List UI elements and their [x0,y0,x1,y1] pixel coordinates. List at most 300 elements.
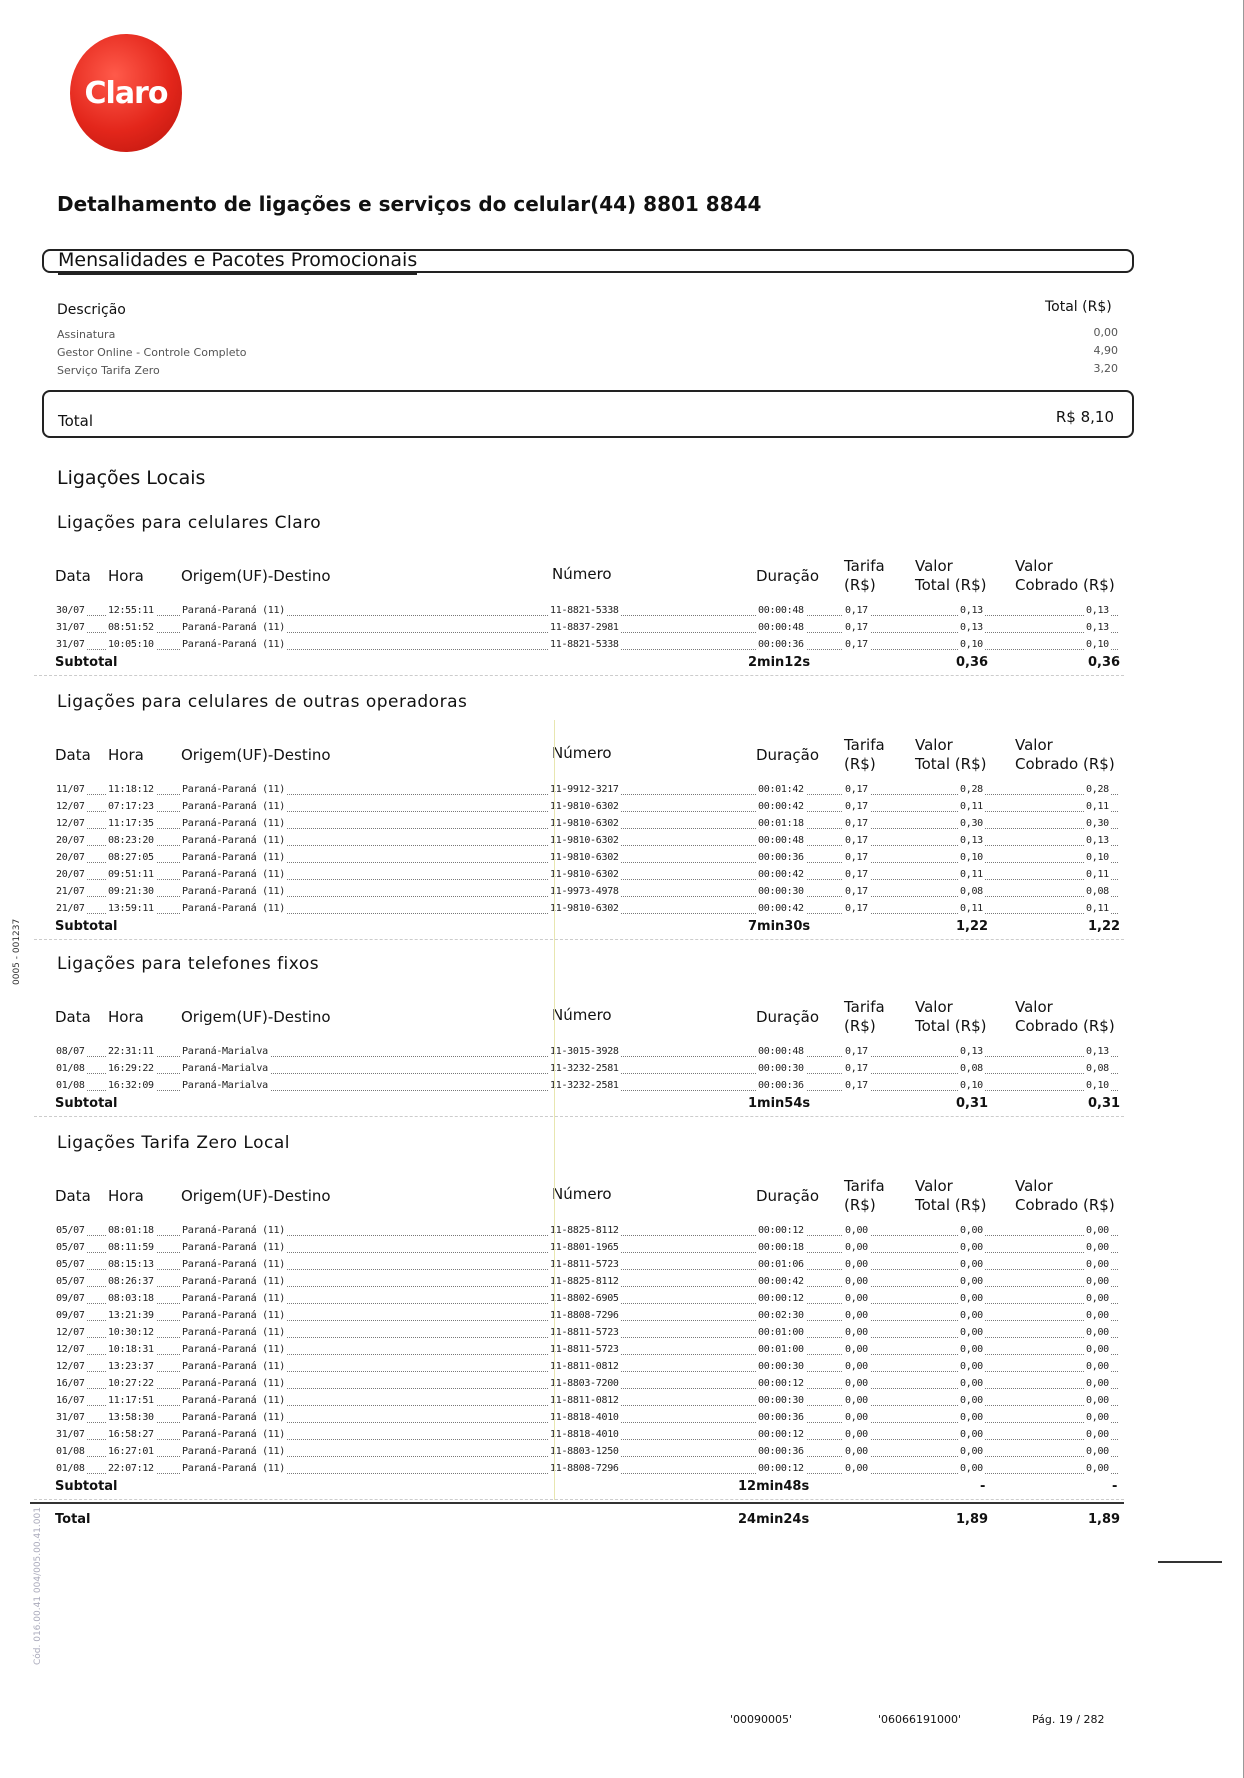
col-valor-total: Valor [915,998,953,1016]
grand-total-label: Total [55,1512,91,1527]
col-valor-total: Valor [915,557,953,575]
col-data: Data [55,1187,91,1205]
cell-valor-cobrado: 0,00 [1086,1361,1109,1372]
cell-valor-cobrado: 0,00 [1086,1378,1109,1389]
table-row [0,637,1244,654]
cell-valor-total: 0,00 [960,1225,983,1236]
cell-origem: Paraná-Paraná (11) [182,1276,285,1287]
subtotal-valor-total: 0,31 [956,1096,989,1111]
mensalidade-desc: Serviço Tarifa Zero [57,364,160,377]
cell-origem: Paraná-Paraná (11) [182,1412,285,1423]
cell-numero: 11-3015-3928 [550,1046,619,1057]
cell-duracao: 00:00:30 [758,886,804,897]
cell-duracao: 00:00:12 [758,1463,804,1474]
logo-text: Claro [84,75,168,111]
col-origem: Origem(UF)-Destino [181,746,331,764]
cell-hora: 09:51:11 [108,869,154,880]
col-origem: Origem(UF)-Destino [181,1187,331,1205]
cell-hora: 16:58:27 [108,1429,154,1440]
cell-tarifa: 0,17 [845,1080,868,1091]
cell-tarifa: 0,17 [845,903,868,914]
cell-hora: 08:03:18 [108,1293,154,1304]
cell-tarifa: 0,00 [845,1361,868,1372]
cell-duracao: 00:00:18 [758,1242,804,1253]
cell-valor-total: 0,08 [960,886,983,897]
cell-valor-total: 0,00 [960,1327,983,1338]
cell-valor-total: 0,00 [960,1310,983,1321]
cell-numero: 11-8825-8112 [550,1276,619,1287]
table-row [0,1257,1244,1274]
table-row [0,1240,1244,1257]
cell-tarifa: 0,00 [845,1225,868,1236]
cell-numero: 11-8811-0812 [550,1395,619,1406]
table-row [0,799,1244,816]
table-row [0,620,1244,637]
col-hora: Hora [108,567,144,585]
cell-duracao: 00:01:06 [758,1259,804,1270]
cell-hora: 13:58:30 [108,1412,154,1423]
table-row [0,867,1244,884]
cell-numero: 11-3232-2581 [550,1080,619,1091]
table-row [0,1359,1244,1376]
col-tarifa-unit: (R$) [844,755,876,773]
table-row [0,1274,1244,1291]
cell-numero: 11-8802-6905 [550,1293,619,1304]
cell-numero: 11-9973-4978 [550,886,619,897]
subtotal-label: Subtotal [55,919,118,934]
subtotal-label: Subtotal [55,1479,118,1494]
cell-tarifa: 0,00 [845,1327,868,1338]
cell-valor-cobrado: 0,10 [1086,852,1109,863]
grand-total-divider [30,1502,1124,1504]
cell-tarifa: 0,17 [845,1046,868,1057]
cell-origem: Paraná-Paraná (11) [182,605,285,616]
cell-data: 08/07 [56,1046,85,1057]
section-separator [34,1116,1124,1117]
col-data: Data [55,746,91,764]
scan-artifact-line [554,720,555,1500]
cell-data: 21/07 [56,903,85,914]
cell-hora: 22:07:12 [108,1463,154,1474]
cell-tarifa: 0,17 [845,835,868,846]
cell-valor-cobrado: 0,13 [1086,622,1109,633]
cell-valor-total: 0,00 [960,1463,983,1474]
table-row [0,1061,1244,1078]
cell-tarifa: 0,17 [845,1063,868,1074]
cell-data: 12/07 [56,1344,85,1355]
cell-origem: Paraná-Paraná (11) [182,886,285,897]
descricao-header: Descrição [57,302,126,318]
cell-data: 01/08 [56,1063,85,1074]
cell-duracao: 00:00:42 [758,869,804,880]
cell-origem: Paraná-Paraná (11) [182,1327,285,1338]
cell-origem: Paraná-Paraná (11) [182,869,285,880]
side-document-code: 0005 - 001237 [12,918,22,985]
cell-hora: 09:21:30 [108,886,154,897]
cell-valor-cobrado: 0,00 [1086,1395,1109,1406]
cell-numero: 11-8837-2981 [550,622,619,633]
cell-duracao: 00:00:30 [758,1361,804,1372]
cell-duracao: 00:01:42 [758,784,804,795]
cell-valor-cobrado: 0,00 [1086,1412,1109,1423]
cell-valor-cobrado: 0,10 [1086,639,1109,650]
cell-hora: 13:23:37 [108,1361,154,1372]
table-row [0,1044,1244,1061]
cell-origem: Paraná-Marialva [182,1046,268,1057]
cell-valor-total: 0,13 [960,622,983,633]
cell-numero: 11-9810-6302 [550,835,619,846]
cell-tarifa: 0,17 [845,886,868,897]
cell-data: 30/07 [56,605,85,616]
footer-code-1: '00090005' [730,1713,793,1726]
table-row [0,833,1244,850]
cell-data: 05/07 [56,1225,85,1236]
col-valor-cobrado: Valor [1015,998,1053,1016]
cell-numero: 11-8825-8112 [550,1225,619,1236]
cell-valor-total: 0,30 [960,818,983,829]
cell-numero: 11-9810-6302 [550,818,619,829]
cell-duracao: 00:00:36 [758,639,804,650]
cell-hora: 13:59:11 [108,903,154,914]
cell-valor-total: 0,10 [960,639,983,650]
cell-valor-total: 0,00 [960,1378,983,1389]
cell-tarifa: 0,17 [845,605,868,616]
total-header: Total (R$) [1045,299,1112,315]
cell-valor-cobrado: 0,00 [1086,1310,1109,1321]
cell-numero: 11-8811-5723 [550,1327,619,1338]
section-separator [34,1499,1124,1500]
subtotal-duracao: 1min54s [748,1096,811,1111]
side-faint-code: Cód. 016.00.41 004/005.00.41.001 [33,1507,43,1665]
col-tarifa: Tarifa [844,557,885,575]
cell-data: 21/07 [56,886,85,897]
cell-hora: 16:27:01 [108,1446,154,1457]
col-hora: Hora [108,1187,144,1205]
col-duracao: Duração [756,1187,820,1205]
table-row [0,1325,1244,1342]
mensalidade-value: 3,20 [1093,362,1118,375]
cell-data: 09/07 [56,1293,85,1304]
col-valor-total: Valor [915,736,953,754]
mensalidades-total-label: Total [58,412,94,430]
subtotal-row [0,1479,1244,1497]
mensalidades-total-value: R$ 8,10 [1055,408,1114,426]
cell-data: 31/07 [56,1429,85,1440]
subtotal-row [0,919,1244,937]
cell-valor-cobrado: 0,11 [1086,869,1109,880]
col-valor-cobrado: Valor [1015,1177,1053,1195]
col-valor-cobrado-unit: Cobrado (R$) [1015,1017,1115,1035]
cell-valor-total: 0,00 [960,1276,983,1287]
cell-duracao: 00:02:30 [758,1310,804,1321]
cell-valor-cobrado: 0,28 [1086,784,1109,795]
table-row [0,782,1244,799]
table-row [0,1376,1244,1393]
cell-valor-total: 0,00 [960,1429,983,1440]
cell-valor-cobrado: 0,30 [1086,818,1109,829]
cell-hora: 08:51:52 [108,622,154,633]
cell-valor-cobrado: 0,00 [1086,1327,1109,1338]
subtotal-duracao: 12min48s [738,1479,810,1494]
col-tarifa-unit: (R$) [844,1196,876,1214]
col-origem: Origem(UF)-Destino [181,567,331,585]
col-valor-cobrado-unit: Cobrado (R$) [1015,755,1115,773]
cell-tarifa: 0,00 [845,1259,868,1270]
grand-total-cobrado: 1,89 [1088,1512,1121,1527]
cell-data: 11/07 [56,784,85,795]
cell-origem: Paraná-Paraná (11) [182,818,285,829]
cell-origem: Paraná-Paraná (11) [182,801,285,812]
subtotal-valor-cobrado: 0,31 [1088,1096,1121,1111]
cell-tarifa: 0,00 [845,1463,868,1474]
cell-data: 16/07 [56,1395,85,1406]
cell-data: 16/07 [56,1378,85,1389]
cell-hora: 08:23:20 [108,835,154,846]
cell-data: 31/07 [56,622,85,633]
cell-duracao: 00:00:48 [758,622,804,633]
col-duracao: Duração [756,567,820,585]
cell-duracao: 00:00:36 [758,1412,804,1423]
subtotal-valor-cobrado: 0,36 [1088,655,1121,670]
cell-tarifa: 0,00 [845,1378,868,1389]
cell-numero: 11-8808-7296 [550,1310,619,1321]
cell-origem: Paraná-Paraná (11) [182,639,285,650]
cell-duracao: 00:00:36 [758,852,804,863]
cell-duracao: 00:00:12 [758,1293,804,1304]
cell-tarifa: 0,17 [845,869,868,880]
cell-valor-cobrado: 0,00 [1086,1463,1109,1474]
cell-duracao: 00:00:12 [758,1225,804,1236]
cell-valor-cobrado: 0,13 [1086,835,1109,846]
cell-data: 12/07 [56,818,85,829]
cell-valor-cobrado: 0,08 [1086,886,1109,897]
cell-numero: 11-8803-1250 [550,1446,619,1457]
section-subtitle: Ligações para celulares de outras operadoras [57,692,468,712]
section-separator [34,939,1124,940]
table-row [0,1410,1244,1427]
cell-duracao: 00:01:18 [758,818,804,829]
table-header [0,557,1244,601]
cell-hora: 10:18:31 [108,1344,154,1355]
cell-tarifa: 0,17 [845,622,868,633]
col-tarifa: Tarifa [844,998,885,1016]
table-row [0,1308,1244,1325]
cell-data: 20/07 [56,835,85,846]
subtotal-row [0,1096,1244,1114]
cell-numero: 11-8821-5338 [550,605,619,616]
cell-valor-total: 0,11 [960,903,983,914]
cell-origem: Paraná-Paraná (11) [182,1259,285,1270]
cell-data: 01/08 [56,1463,85,1474]
mensalidade-value: 0,00 [1093,326,1118,339]
cell-valor-total: 0,11 [960,801,983,812]
cell-valor-total: 0,13 [960,605,983,616]
cell-hora: 12:55:11 [108,605,154,616]
cell-numero: 11-8811-5723 [550,1259,619,1270]
cell-valor-total: 0,00 [960,1242,983,1253]
col-data: Data [55,567,91,585]
cell-valor-total: 0,00 [960,1293,983,1304]
col-valor-total-unit: Total (R$) [915,576,987,594]
cell-hora: 10:05:10 [108,639,154,650]
cell-hora: 16:29:22 [108,1063,154,1074]
cell-origem: Paraná-Paraná (11) [182,1293,285,1304]
col-valor-cobrado: Valor [1015,557,1053,575]
cell-origem: Paraná-Paraná (11) [182,1463,285,1474]
table-row [0,816,1244,833]
cell-duracao: 00:00:42 [758,801,804,812]
table-row [0,901,1244,918]
cell-valor-total: 0,00 [960,1412,983,1423]
cell-hora: 22:31:11 [108,1046,154,1057]
cell-numero: 11-9810-6302 [550,903,619,914]
cell-numero: 11-8808-7296 [550,1463,619,1474]
cell-hora: 16:32:09 [108,1080,154,1091]
subtotal-valor-cobrado: 1,22 [1088,919,1121,934]
cell-tarifa: 0,00 [845,1310,868,1321]
subtotal-duracao: 2min12s [748,655,811,670]
col-duracao: Duração [756,746,820,764]
section-subtitle: Ligações para celulares Claro [57,513,322,533]
cell-valor-cobrado: 0,00 [1086,1276,1109,1287]
cell-tarifa: 0,00 [845,1293,868,1304]
cell-valor-cobrado: 0,00 [1086,1446,1109,1457]
table-row [0,1078,1244,1095]
col-origem: Origem(UF)-Destino [181,1008,331,1026]
col-numero: Número [552,744,612,762]
cell-origem: Paraná-Paraná (11) [182,1395,285,1406]
cell-data: 05/07 [56,1242,85,1253]
cell-numero: 11-3232-2581 [550,1063,619,1074]
cell-origem: Paraná-Paraná (11) [182,784,285,795]
cell-origem: Paraná-Paraná (11) [182,1429,285,1440]
cell-tarifa: 0,00 [845,1276,868,1287]
cell-hora: 08:11:59 [108,1242,154,1253]
cell-tarifa: 0,17 [845,818,868,829]
right-margin-mark [1158,1561,1222,1563]
subtotal-valor-total: - [980,1479,986,1494]
cell-duracao: 00:00:36 [758,1080,804,1091]
cell-tarifa: 0,17 [845,852,868,863]
section-subtitle: Ligações Tarifa Zero Local [57,1133,290,1153]
cell-valor-cobrado: 0,00 [1086,1225,1109,1236]
col-tarifa: Tarifa [844,736,885,754]
subtotal-valor-total: 1,22 [956,919,989,934]
table-row [0,1291,1244,1308]
mensalidade-value: 4,90 [1093,344,1118,357]
cell-numero: 11-9912-3217 [550,784,619,795]
table-row [0,603,1244,620]
cell-tarifa: 0,00 [845,1344,868,1355]
table-row [0,1461,1244,1478]
table-row [0,850,1244,867]
cell-duracao: 00:00:48 [758,605,804,616]
cell-numero: 11-8801-1965 [550,1242,619,1253]
page-title: Detalhamento de ligações e serviços do celular(44) 8801 8844 [57,192,762,216]
cell-origem: Paraná-Paraná (11) [182,1310,285,1321]
cell-hora: 11:18:12 [108,784,154,795]
cell-data: 01/08 [56,1446,85,1457]
cell-valor-total: 0,00 [960,1259,983,1270]
cell-data: 12/07 [56,801,85,812]
cell-duracao: 00:00:12 [758,1378,804,1389]
cell-origem: Paraná-Paraná (11) [182,1446,285,1457]
cell-tarifa: 0,17 [845,784,868,795]
cell-numero: 11-8811-5723 [550,1344,619,1355]
subtotal-valor-cobrado: - [1112,1479,1118,1494]
ligacoes-locais-title: Ligações Locais [57,467,206,489]
col-valor-cobrado-unit: Cobrado (R$) [1015,576,1115,594]
cell-tarifa: 0,00 [845,1446,868,1457]
cell-numero: 11-8818-4010 [550,1412,619,1423]
cell-hora: 08:15:13 [108,1259,154,1270]
cell-hora: 08:27:05 [108,852,154,863]
cell-data: 20/07 [56,852,85,863]
cell-duracao: 00:00:12 [758,1429,804,1440]
cell-valor-cobrado: 0,11 [1086,903,1109,914]
cell-hora: 10:27:22 [108,1378,154,1389]
grand-total-duracao: 24min24s [738,1512,810,1527]
cell-valor-total: 0,08 [960,1063,983,1074]
cell-valor-cobrado: 0,08 [1086,1063,1109,1074]
cell-hora: 11:17:51 [108,1395,154,1406]
mensalidade-desc: Assinatura [57,328,116,341]
subtotal-row [0,655,1244,673]
table-row [0,1393,1244,1410]
cell-numero: 11-8803-7200 [550,1378,619,1389]
cell-data: 05/07 [56,1276,85,1287]
cell-duracao: 00:00:36 [758,1446,804,1457]
cell-data: 09/07 [56,1310,85,1321]
cell-numero: 11-8811-0812 [550,1361,619,1372]
cell-origem: Paraná-Paraná (11) [182,1242,285,1253]
cell-data: 31/07 [56,1412,85,1423]
cell-tarifa: 0,00 [845,1429,868,1440]
cell-data: 05/07 [56,1259,85,1270]
table-row [0,884,1244,901]
mensalidades-total-box [42,390,1134,438]
cell-numero: 11-9810-6302 [550,852,619,863]
cell-valor-cobrado: 0,00 [1086,1259,1109,1270]
cell-valor-cobrado: 0,13 [1086,1046,1109,1057]
cell-numero: 11-9810-6302 [550,801,619,812]
table-header [0,1177,1244,1221]
table-row [0,1444,1244,1461]
cell-data: 31/07 [56,639,85,650]
cell-hora: 08:26:37 [108,1276,154,1287]
cell-tarifa: 0,00 [845,1412,868,1423]
subtotal-valor-total: 0,36 [956,655,989,670]
subtotal-label: Subtotal [55,1096,118,1111]
cell-valor-cobrado: 0,00 [1086,1429,1109,1440]
col-valor-total: Valor [915,1177,953,1195]
table-header [0,998,1244,1042]
cell-tarifa: 0,00 [845,1395,868,1406]
cell-valor-total: 0,11 [960,869,983,880]
mensalidades-header-box [42,249,1134,273]
cell-valor-cobrado: 0,00 [1086,1293,1109,1304]
subtotal-label: Subtotal [55,655,118,670]
col-valor-total-unit: Total (R$) [915,1017,987,1035]
footer-page-number: Pág. 19 / 282 [1032,1713,1105,1726]
claro-logo [70,34,182,152]
cell-valor-cobrado: 0,11 [1086,801,1109,812]
cell-duracao: 00:01:00 [758,1344,804,1355]
cell-valor-cobrado: 0,13 [1086,605,1109,616]
cell-duracao: 00:00:42 [758,1276,804,1287]
col-tarifa-unit: (R$) [844,576,876,594]
cell-numero: 11-8821-5338 [550,639,619,650]
